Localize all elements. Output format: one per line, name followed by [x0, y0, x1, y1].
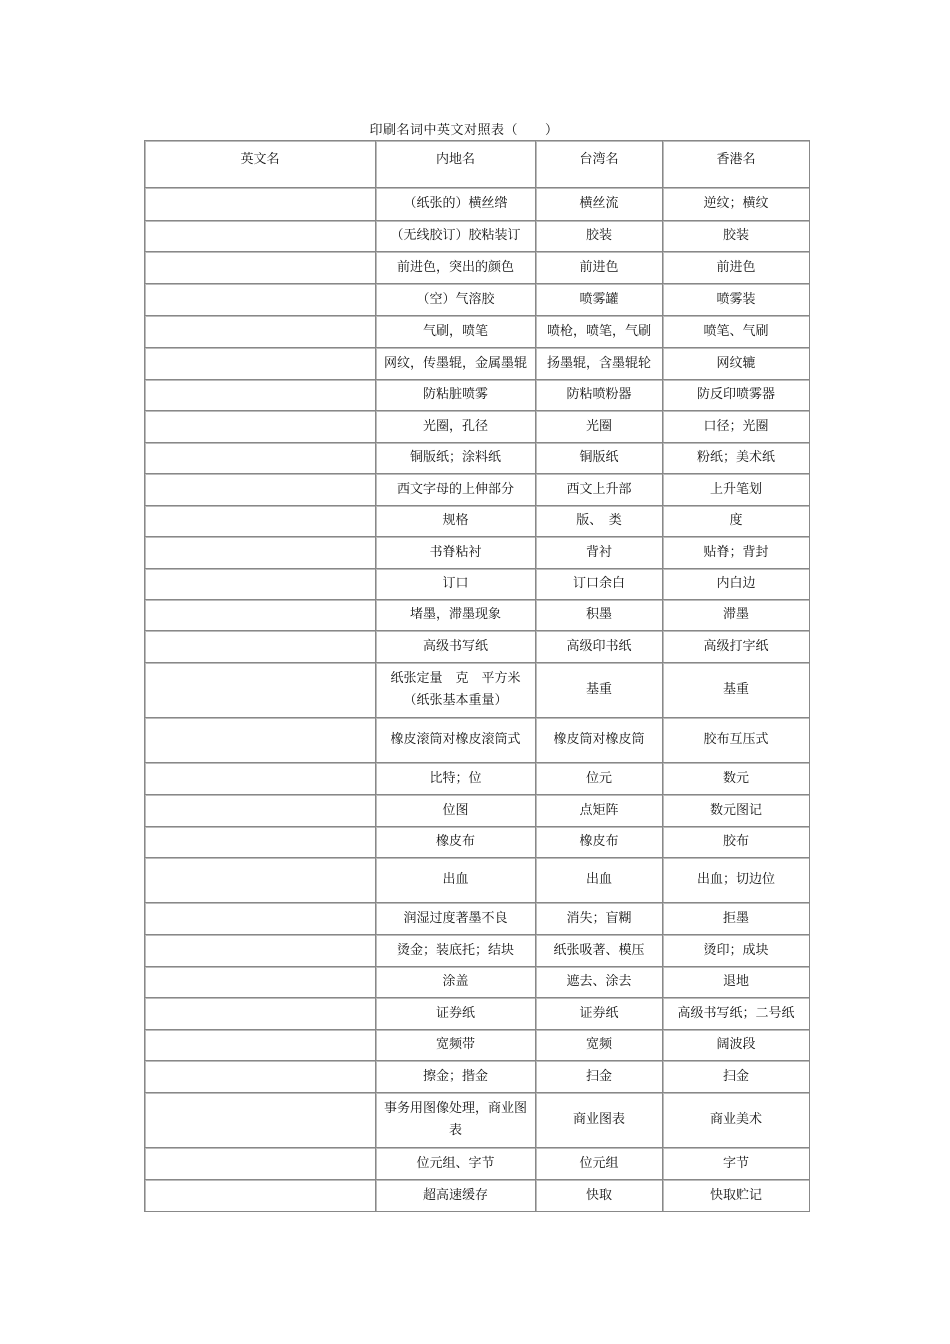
cell-english: [145, 827, 376, 858]
cell-hongkong: 数元: [663, 763, 809, 795]
cell-english: [145, 903, 376, 935]
cell-english: [145, 1030, 376, 1061]
glossary-table: [144, 140, 810, 1212]
cell-hongkong: 扫金: [663, 1061, 809, 1093]
cell-hongkong: 胶装: [663, 221, 809, 252]
table-row: [145, 569, 809, 600]
table-row: [145, 1148, 809, 1180]
cell-hongkong: 粉纸；美术纸: [663, 443, 809, 474]
cell-taiwan: 订口余白: [536, 569, 663, 600]
cell-taiwan: 喷枪，喷笔，气刷: [536, 316, 663, 348]
cell-mainland: 橡皮滚筒对橡皮滚筒式: [376, 718, 536, 763]
cell-taiwan: 扫金: [536, 1061, 663, 1093]
header-english: 英文名: [145, 141, 376, 188]
cell-hongkong: 贴脊；背封: [663, 537, 809, 569]
cell-taiwan: 位元组: [536, 1148, 663, 1180]
cell-mainland: 防粘脏喷雾: [376, 380, 536, 411]
header-hongkong: 香港名: [663, 141, 809, 188]
cell-hongkong: 胶布互压式: [663, 718, 809, 763]
cell-hongkong: 防反印喷雾器: [663, 380, 809, 411]
table-row: [145, 763, 809, 795]
cell-mainland: 宽频带: [376, 1030, 536, 1061]
cell-english: [145, 967, 376, 998]
cell-taiwan: 胶装: [536, 221, 663, 252]
table-row: [145, 903, 809, 935]
cell-hongkong: 胶布: [663, 827, 809, 858]
table-row: [145, 718, 809, 763]
cell-english: [145, 795, 376, 827]
cell-english: [145, 443, 376, 474]
cell-mainland: （空）气溶胶: [376, 284, 536, 316]
table-row: [145, 1030, 809, 1061]
cell-mainland: 烫金；装底托；结块: [376, 935, 536, 967]
cell-taiwan: 快取: [536, 1180, 663, 1211]
cell-hongkong: 前进色: [663, 252, 809, 284]
cell-english: [145, 348, 376, 380]
table-row: [145, 600, 809, 631]
header-taiwan: 台湾名: [536, 141, 663, 188]
cell-taiwan: 证券纸: [536, 998, 663, 1030]
cell-mainland: （纸张的）横丝绺: [376, 188, 536, 221]
table-row: [145, 411, 809, 443]
cell-mainland: 证券纸: [376, 998, 536, 1030]
cell-mainland: 西文字母的上伸部分: [376, 474, 536, 506]
cell-english: [145, 188, 376, 221]
cell-taiwan: 遮去、涂去: [536, 967, 663, 998]
cell-english: [145, 537, 376, 569]
table-row: [145, 1093, 809, 1148]
cell-taiwan: 纸张吸著、模压: [536, 935, 663, 967]
cell-english: [145, 1148, 376, 1180]
cell-english: [145, 631, 376, 663]
table-row: [145, 663, 809, 718]
cell-english: [145, 252, 376, 284]
cell-mainland: 前进色，突出的颜色: [376, 252, 536, 284]
cell-hongkong: 快取贮记: [663, 1180, 809, 1211]
cell-hongkong: 字节: [663, 1148, 809, 1180]
cell-mainland: 纸张定量 克 平方米（纸张基本重量）: [376, 663, 536, 718]
cell-hongkong: 喷雾装: [663, 284, 809, 316]
cell-mainland: 涂盖: [376, 967, 536, 998]
cell-hongkong: 退地: [663, 967, 809, 998]
cell-english: [145, 221, 376, 252]
cell-english: [145, 718, 376, 763]
cell-taiwan: 橡皮筒对橡皮筒: [536, 718, 663, 763]
cell-taiwan: 西文上升部: [536, 474, 663, 506]
table-row: [145, 1180, 809, 1211]
cell-hongkong: 拒墨: [663, 903, 809, 935]
cell-mainland: 气刷，喷笔: [376, 316, 536, 348]
cell-taiwan: 出血: [536, 858, 663, 903]
cell-english: [145, 1180, 376, 1211]
cell-hongkong: 喷笔、气刷: [663, 316, 809, 348]
cell-english: [145, 663, 376, 718]
cell-mainland: 橡皮布: [376, 827, 536, 858]
cell-hongkong: 出血；切边位: [663, 858, 809, 903]
cell-hongkong: 数元图记: [663, 795, 809, 827]
cell-taiwan: 防粘喷粉器: [536, 380, 663, 411]
cell-taiwan: 消失；盲糊: [536, 903, 663, 935]
cell-taiwan: 高级印书纸: [536, 631, 663, 663]
cell-taiwan: 版、 类: [536, 506, 663, 537]
cell-taiwan: 喷雾罐: [536, 284, 663, 316]
cell-taiwan: 光圈: [536, 411, 663, 443]
header-mainland: 内地名: [376, 141, 536, 188]
table-row: [145, 506, 809, 537]
document-title: 印刷名词中英文对照表（ ）: [369, 123, 559, 138]
table-row: [145, 284, 809, 316]
cell-hongkong: 逆纹；横纹: [663, 188, 809, 221]
cell-taiwan: 积墨: [536, 600, 663, 631]
table-row: [145, 998, 809, 1030]
cell-mainland: 超高速缓存: [376, 1180, 536, 1211]
table-row: [145, 316, 809, 348]
table-row: [145, 252, 809, 284]
cell-english: [145, 569, 376, 600]
cell-english: [145, 474, 376, 506]
cell-taiwan: 基重: [536, 663, 663, 718]
cell-hongkong: 阔波段: [663, 1030, 809, 1061]
cell-mainland: 事务用图像处理，商业图表: [376, 1093, 536, 1148]
cell-english: [145, 998, 376, 1030]
table-row: [145, 348, 809, 380]
cell-hongkong: 口径；光圈: [663, 411, 809, 443]
table-row: [145, 935, 809, 967]
cell-taiwan: 前进色: [536, 252, 663, 284]
table-row: [145, 188, 809, 221]
table-row: [145, 380, 809, 411]
cell-english: [145, 284, 376, 316]
cell-english: [145, 1061, 376, 1093]
cell-english: [145, 858, 376, 903]
table-row: [145, 631, 809, 663]
cell-hongkong: 高级书写纸；二号纸: [663, 998, 809, 1030]
cell-english: [145, 1093, 376, 1148]
cell-taiwan: 橡皮布: [536, 827, 663, 858]
cell-mainland: 比特；位: [376, 763, 536, 795]
cell-mainland: 润湿过度著墨不良: [376, 903, 536, 935]
cell-hongkong: 基重: [663, 663, 809, 718]
cell-taiwan: 扬墨辊，含墨辊轮: [536, 348, 663, 380]
cell-taiwan: 背衬: [536, 537, 663, 569]
cell-english: [145, 506, 376, 537]
table-header-row: [145, 141, 809, 188]
cell-mainland: 出血: [376, 858, 536, 903]
cell-hongkong: 内白边: [663, 569, 809, 600]
table-row: [145, 827, 809, 858]
cell-english: [145, 380, 376, 411]
cell-mainland: （无线胶订）胶粘装订: [376, 221, 536, 252]
cell-mainland: 书脊粘衬: [376, 537, 536, 569]
cell-mainland: 网纹，传墨辊，金属墨辊: [376, 348, 536, 380]
cell-mainland: 位图: [376, 795, 536, 827]
cell-taiwan: 位元: [536, 763, 663, 795]
cell-mainland: 堵墨，滞墨现象: [376, 600, 536, 631]
cell-mainland: 订口: [376, 569, 536, 600]
cell-hongkong: 高级打字纸: [663, 631, 809, 663]
table-row: [145, 795, 809, 827]
table-row: [145, 1061, 809, 1093]
cell-hongkong: 上升笔划: [663, 474, 809, 506]
cell-taiwan: 铜版纸: [536, 443, 663, 474]
cell-mainland: 擦金；揩金: [376, 1061, 536, 1093]
table-row: [145, 221, 809, 252]
table-row: [145, 537, 809, 569]
cell-mainland: 高级书写纸: [376, 631, 536, 663]
cell-taiwan: 商业图表: [536, 1093, 663, 1148]
cell-english: [145, 411, 376, 443]
cell-hongkong: 烫印；成块: [663, 935, 809, 967]
table-row: [145, 474, 809, 506]
cell-hongkong: 滞墨: [663, 600, 809, 631]
cell-english: [145, 316, 376, 348]
table-row: [145, 443, 809, 474]
cell-taiwan: 横丝流: [536, 188, 663, 221]
table-row: [145, 967, 809, 998]
cell-english: [145, 763, 376, 795]
cell-english: [145, 935, 376, 967]
cell-mainland: 位元组、字节: [376, 1148, 536, 1180]
cell-hongkong: 度: [663, 506, 809, 537]
cell-mainland: 规格: [376, 506, 536, 537]
cell-hongkong: 网纹辘: [663, 348, 809, 380]
cell-mainland: 铜版纸；涂料纸: [376, 443, 536, 474]
cell-english: [145, 600, 376, 631]
cell-mainland: 光圈，孔径: [376, 411, 536, 443]
table-row: [145, 858, 809, 903]
cell-taiwan: 点矩阵: [536, 795, 663, 827]
cell-taiwan: 宽频: [536, 1030, 663, 1061]
cell-hongkong: 商业美术: [663, 1093, 809, 1148]
